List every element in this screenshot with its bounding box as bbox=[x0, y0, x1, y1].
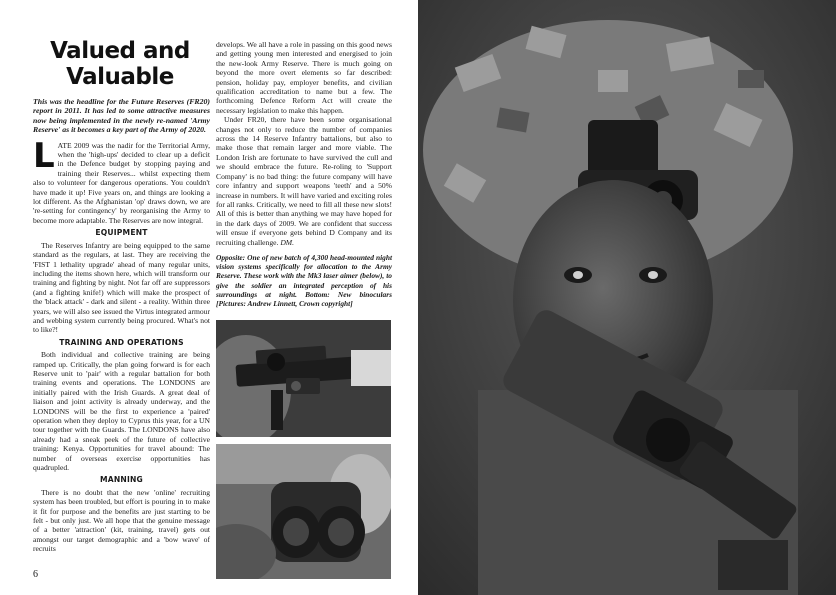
heading-training: TRAINING AND OPERATIONS bbox=[59, 337, 184, 347]
column-left bbox=[33, 97, 210, 554]
fr20-paragraph bbox=[216, 115, 392, 247]
heading-manning: MANNING bbox=[100, 475, 143, 485]
intro-text: ATE 2009 was the nadir for the Territorial Army, when the 'high-ups' decided to clear up a deficit in the Defence budget by stopping paying and training their Reserves... whilst expecting them also to volunteer for dangerous operations. You couldn't have made it up! Five years on, and things are looking a lot different. As the Afghanistan 'op' draws down, we are 're-setting for contingency' by reorganising the Army to become more adaptable. The Reserves are now integral. bbox=[33, 140, 210, 225]
drop-cap: L bbox=[33, 135, 55, 176]
binoculars-photo bbox=[216, 444, 391, 579]
binoculars-illustration bbox=[216, 444, 391, 579]
rifle-illustration bbox=[216, 320, 391, 437]
author-signature: DM. bbox=[280, 237, 295, 247]
photo-caption: Opposite: One of new batch of 4,300 head-mounted night vision systems specifically for allocation to the Army Reserve. These work with the Mk3 laser aimer (below), to give the soldier an integrated perception of his surroundings at night. Bottom: New binoculars [Pictures: Andrew Linnett, Crown copyright] bbox=[216, 252, 392, 308]
title-line-1: Valued and bbox=[50, 38, 190, 64]
heading-equipment: EQUIPMENT bbox=[95, 228, 148, 238]
column-right bbox=[216, 40, 392, 308]
rifle-laser-aimer-photo bbox=[216, 320, 391, 437]
soldier-illustration bbox=[418, 0, 836, 595]
article-title bbox=[32, 38, 208, 90]
standfirst: This was the headline for the Future Reserves (FR20) report in 2011. It has led to some attractive measures now being implemented in the newly re-named 'Army Reserve' as it becomes a key part of the Army of 2020. bbox=[33, 97, 210, 135]
continued-paragraph: develops. We all have a role in passing on this good news and getting young men interested and energised to join the new-look Army Reserve. There is much going on beyond the more overt elements so far described: pension, holiday pay, employer benefits, and civilian qualification accreditation to name but a few. The forthcoming Defence Reform Act will create the necessary legislation to make this happen. bbox=[216, 40, 392, 115]
title-line-2: Valuable bbox=[66, 64, 174, 90]
soldier-night-vision-photo bbox=[418, 0, 836, 595]
fr20-text: Under FR20, there have been some organisational changes not only to reduce the number of companies across the 14 Reserve Infantry battalions, but also to make those that remain larger and more viable. The London Irish are fortunate to have survived the cull and we should embrace the future. Re-roling to 'Support Company' is no bad thing: the future company will have core infantry and support weapons 'teeth' and a 50% increase in numbers. It will have varied and exciting roles for all ranks. Critically, we need to fill all these new slots! All of this is better than anything we may have hoped for in the dark days of 2009. We are confident that success will ensue if everyone gets behind D Company and its recruiting challenge. bbox=[216, 115, 393, 247]
manning-paragraph: There is no doubt that the new 'online' recruiting system has been troubled, but effort is pouring in to make it fit for purpose and the benefits are just starting to be felt - but only just. We all hope that the genuine message of a better 'attraction' (kit, training, travel) gets out amongst our target demographic and a 'bow wave' of recruits bbox=[33, 487, 210, 554]
equipment-paragraph: The Reserves Infantry are being equipped to the same standard as the regulars, at last. They are receiving the 'FIST 1 lethality upgrade' ahead of many regular units, including the items shown here, which will transform our training and fighting by night. Not far off are suppressors (and a fighting knife!) which will make the prospect of the 'black attack' - dark and silent - a reality. Within three years, we will also see issued the Virtus integrated armour and webbing system currently being procured. What's not to like?! bbox=[33, 240, 210, 335]
intro-paragraph bbox=[33, 135, 210, 226]
page-number: 6 bbox=[33, 569, 38, 580]
training-paragraph: Both individual and collective training are being ramped up. Critically, the plan going forward is for each Reserve unit to 'pair' with a regular battalion for both training events and operations. The LONDONS are initially paired with the Irish Guards. A great deal of liaison and joint activity is already underway, and the LONDONS will be the first to experience a 'paired' operation when they deploy to Cyprus this year, for a UN tour together with the Guards. The LONDONS have also already had a sneak peek of the future of collective training: Kenya. Opportunities for travel abound: The number of overseas exercise opportunities has quadrupled. bbox=[33, 350, 210, 473]
